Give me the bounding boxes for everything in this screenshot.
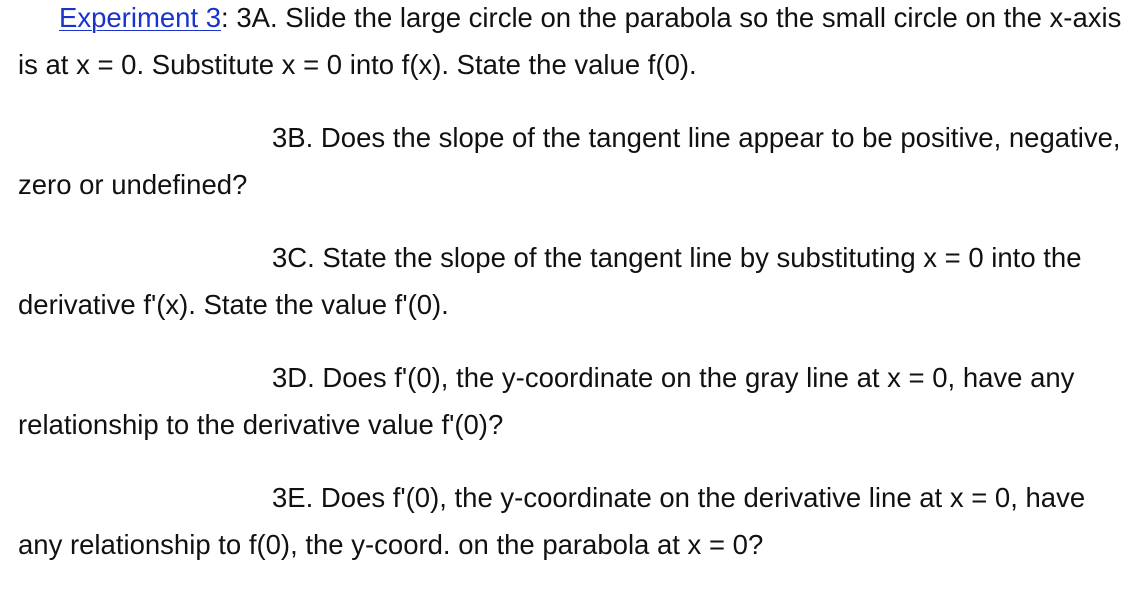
question-3e-text: 3E. Does f'(0), the y-coordinate on the derivative line at x = 0, have any relationship to f(0), the y-coord. on the parabola at x = 0? bbox=[18, 482, 1086, 560]
question-3c-paragraph bbox=[18, 234, 1128, 328]
question-3e-paragraph bbox=[18, 474, 1128, 568]
question-3b-text: 3B. Does the slope of the tangent line appear to be positive, negative, zero or undefined? bbox=[18, 122, 1121, 200]
question-3d-text: 3D. Does f'(0), the y-coordinate on the gray line at x = 0, have any relationship to the derivative value f'(0)? bbox=[18, 362, 1075, 440]
experiment-colon: : bbox=[221, 2, 237, 33]
experiment-3-link[interactable]: Experiment 3 bbox=[59, 2, 222, 33]
question-3a-text: 3A. Slide the large circle on the parabola so the small circle on the x-axis is at x = 0. Substitute x = 0 into f(x). State the value f(0). bbox=[18, 2, 1122, 80]
question-3c-text: 3C. State the slope of the tangent line by substituting x = 0 into the derivative f'(x). State the value f'(0). bbox=[18, 242, 1082, 320]
question-3d-paragraph bbox=[18, 354, 1128, 448]
question-3a-paragraph bbox=[18, 0, 1128, 88]
document-body bbox=[18, 0, 1128, 568]
question-3b-paragraph bbox=[18, 114, 1128, 208]
